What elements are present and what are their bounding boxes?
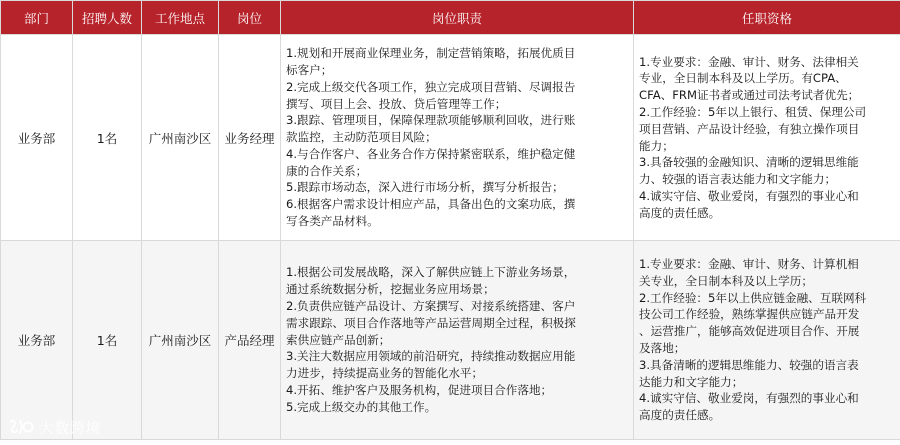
header-position: 岗位 [219,1,281,35]
qualification-line: 3.具备较强的金融知识、清晰的逻辑思维能 [639,155,859,170]
qualification-line: 2.工作经验：5年以上供应链金融、互联网科 [639,290,867,305]
qualification-line: 4.诚实守信、敬业爱岗，有强烈的事业心和 [639,391,859,406]
qualification-line: 高度的责任感。 [639,205,721,220]
duty-line: 写各类产品材料。 [286,214,379,229]
header-count: 招聘人数 [73,1,142,35]
duties-cell [281,241,634,440]
duty-line: 通过系统数据分析，挖掘业务应用场景； [286,282,495,297]
qualification-line: 、运营推广，能够高效促进项目合作、开展 [639,324,860,339]
qualification-line: 1.专业要求：金融、审计、财务、法律相关 [639,54,859,69]
qualification-line: 技公司工作经验，熟练掌握供应链产品开发 [639,307,860,322]
duty-line: 3.跟踪、管理项目，保障保理款项能够顺利回收，进行账 [286,113,576,128]
position-cell: 业务经理 [219,35,281,241]
qualification-line: 达能力和文字能力； [639,374,744,389]
duties-cell [281,35,634,241]
qualification-line: 专业，全日制本科及以上学历。有CPA、 [639,71,847,86]
qualifications-list [639,54,896,222]
duties-list [286,264,629,415]
qualification-line: 3.具备清晰的逻辑思维能力、较强的语言表 [639,357,859,372]
duty-line: 4.与合作客户、各业务合作方保持紧密联系，维护稳定健 [286,146,576,161]
location-cell: 广州南沙区 [142,241,219,440]
header-location: 工作地点 [142,1,219,35]
qualification-line: 4.诚实守信、敬业爱岗，有强烈的事业心和 [639,188,859,203]
duty-line: 3.关注大数据应用领域的前沿研究，持续推动数据应用能 [286,349,576,364]
count-cell: 1名 [73,35,142,241]
header-dept: 部门 [1,1,73,35]
qualifications-list [639,256,896,424]
header-duties: 岗位职责 [281,1,634,35]
duty-line: 需求跟踪、项目合作落地等产品运营周期全过程，积极探 [286,315,576,330]
dept-cell: 业务部 [1,241,73,440]
duty-line: 标客户； [286,62,333,77]
duty-line: 撰写、项目上会、投放、贷后管理等工作； [286,96,507,111]
qualification-line: 力、较强的语言表达能力和文字能力； [639,172,837,187]
qualification-line: 能力； [639,138,674,153]
qualifications-cell [634,35,900,241]
duties-list [286,45,629,230]
brand-logo-icon [8,418,34,436]
table-row [1,241,900,440]
duty-line: 5.完成上级交办的其他工作。 [286,399,437,414]
duty-line: 4.开拓、维护客户及服务机构，促进项目合作落地； [286,382,553,397]
duty-line: 2.完成上级交代各项工作，独立完成项目营销、尽调报告 [286,79,576,94]
table-header [1,1,900,35]
duty-line: 6.根据客户需求设计相应产品，具备出色的文案功底，撰 [286,197,576,212]
qualifications-cell [634,241,900,440]
duty-line: 5.跟踪市场动态，深入进行市场分析，撰写分析报告； [286,180,564,195]
header-qualifications: 任职资格 [634,1,900,35]
qualification-line: 及落地； [639,341,686,355]
qualification-line: 1.专业要求：金融、审计、财务、计算机相 [639,257,859,272]
duty-line: 2.负责供应链产品设计、方案撰写、对接系统搭建、客户 [286,299,576,313]
duty-line: 款监控，主动防范项目风险； [286,130,437,145]
count-cell: 1名 [73,241,142,440]
location-cell: 广州南沙区 [142,35,219,241]
position-cell: 产品经理 [219,241,281,440]
qualification-line: 关专业，全日制本科及以上学历； [639,273,813,288]
qualification-line: 高度的责任感。 [639,408,721,423]
qualification-line: CFA、FRM证书者或通过司法考试者优先； [639,88,860,103]
qualification-line: 项目营销、产品设计经验，有独立操作项目 [639,121,860,136]
duty-line: 康的合作关系； [286,163,368,178]
dept-cell: 业务部 [1,35,73,241]
table-row [1,35,900,241]
duty-line: 力进步，持续提高业务的智能化水平； [286,366,484,381]
duty-line: 索供应链产品创新； [286,332,391,347]
duty-line: 1.根据公司发展战略，深入了解供应链上下游业务场景， [286,265,576,280]
watermark [8,416,101,438]
watermark-text: 大数跨境 [39,418,102,437]
qualification-line: 2.工作经验：5年以上银行、租赁、保理公司 [639,104,867,119]
header-row [1,1,900,35]
duty-line: 1.规划和开展商业保理业务，制定营销策略，拓展优质目 [286,46,576,61]
